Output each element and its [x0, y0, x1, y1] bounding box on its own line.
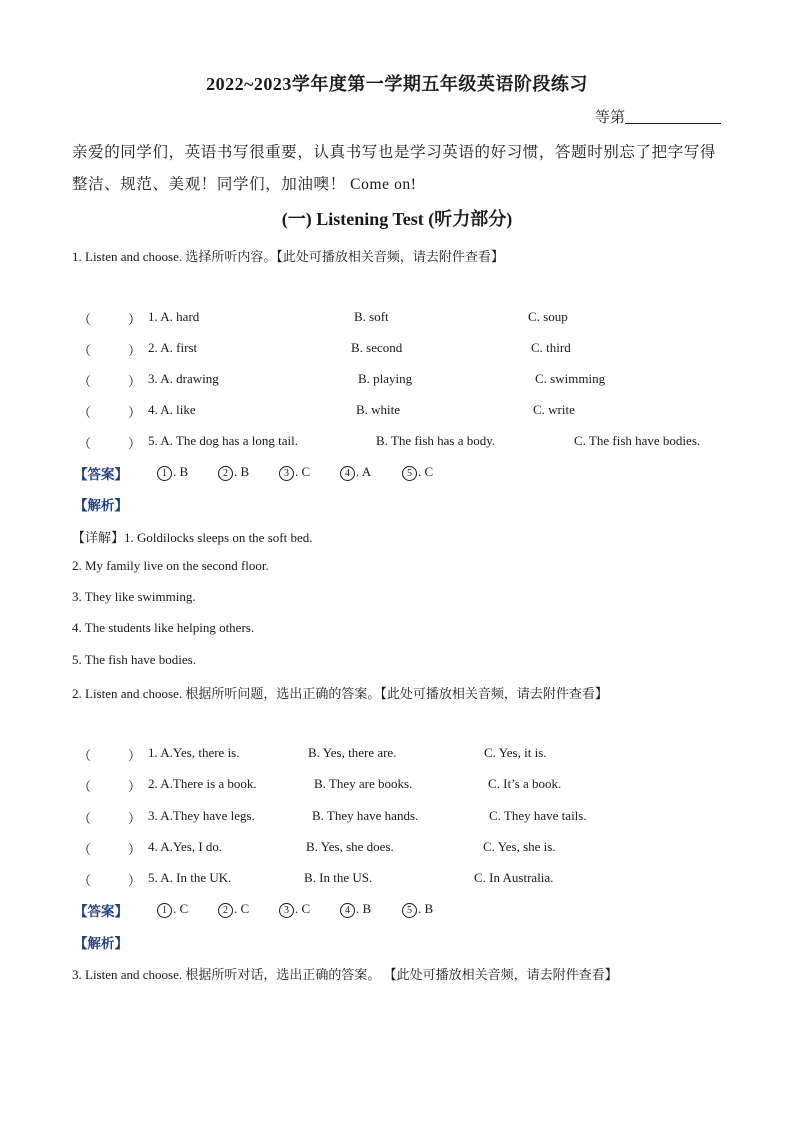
circled-number: 5 — [402, 903, 417, 918]
circled-number: 3 — [279, 466, 294, 481]
answer-value: . B — [234, 464, 250, 479]
option-a: 4. A.Yes, I do. — [148, 839, 223, 854]
option-b: B. soft — [354, 309, 389, 324]
answer-item — [402, 901, 433, 918]
circled-number: 4 — [340, 903, 355, 918]
answer-blank-open[interactable]: （ — [78, 811, 92, 826]
detail-line: 2. My family live on the second floor. — [72, 558, 269, 573]
q3-instruction: 3. Listen and choose. 根据所听对话，选出正确的答案。 【此处可播放相关音频，请去附件查看】 — [72, 967, 618, 982]
answer-value: . B — [418, 901, 434, 916]
q2-instruction: 2. Listen and choose. 根据所听问题，选出正确的答案。【此处可播放相关音频，请去附件查看】 — [72, 686, 608, 701]
answer-blank-open[interactable]: （ — [78, 343, 92, 358]
option-a: 5. A. The dog has a long tail. — [148, 433, 298, 448]
circled-number: 2 — [218, 903, 233, 918]
circled-number: 1 — [157, 903, 172, 918]
option-a: 3. A.They have legs. — [148, 808, 255, 823]
option-b: B. In the US. — [304, 870, 373, 885]
option-b: B. Yes, there are. — [308, 745, 397, 760]
answer-value: . B — [173, 464, 189, 479]
option-c: C. Yes, she is. — [483, 839, 556, 854]
answer-value: . B — [356, 901, 372, 916]
option-c: C. write — [533, 402, 575, 417]
answer-blank-close: ） — [128, 436, 142, 451]
option-c: C. third — [531, 340, 571, 355]
option-a: 2. A. first — [148, 340, 198, 355]
circled-number: 1 — [157, 466, 172, 481]
answer-tag: 【答案】 — [74, 467, 128, 482]
page-title: 2022~2023学年度第一学期五年级英语阶段练习 — [206, 74, 588, 94]
option-c: C. It’s a book. — [488, 776, 562, 791]
answer-blank-open[interactable]: （ — [78, 374, 92, 389]
option-b: B. The fish has a body. — [376, 433, 496, 448]
detail-line: 3. They like swimming. — [72, 589, 196, 604]
answer-item — [279, 901, 310, 918]
option-c: C. They have tails. — [489, 808, 587, 823]
intro-line-1: 亲爱的同学们，英语书写很重要，认真书写也是学习英语的好习惯，答题时别忘了把字写得 — [72, 144, 717, 161]
option-b: B. white — [356, 402, 401, 417]
answer-blank-close: ） — [128, 842, 142, 857]
answer-value: . C — [295, 464, 311, 479]
answer-blank-close: ） — [128, 779, 142, 794]
intro-line-2: 整洁、规范、美观！同学们，加油噢！ Come on! — [72, 176, 417, 193]
option-b: B. second — [351, 340, 403, 355]
answer-item — [157, 464, 188, 481]
answer-blank-close: ） — [128, 405, 142, 420]
analysis-tag: 【解析】 — [74, 498, 128, 513]
answer-item — [340, 464, 371, 481]
answer-tag: 【答案】 — [74, 904, 128, 919]
q1-instruction: 1. Listen and choose. 选择所听内容。【此处可播放相关音频，请去附件查看】 — [72, 249, 504, 264]
option-c: C. The fish have bodies. — [574, 433, 701, 448]
answer-item — [157, 901, 188, 918]
option-c: C. soup — [528, 309, 568, 324]
option-c: C. swimming — [535, 371, 606, 386]
answer-item — [340, 901, 371, 918]
answer-blank-close: ） — [128, 374, 142, 389]
grade-field — [595, 106, 721, 127]
option-a: 2. A.There is a book. — [148, 776, 257, 791]
answer-blank-close: ） — [128, 811, 142, 826]
grade-label: 等第 — [595, 110, 626, 126]
answer-blank-open[interactable]: （ — [78, 873, 92, 888]
option-c: C. In Australia. — [474, 870, 554, 885]
circled-number: 2 — [218, 466, 233, 481]
option-b: B. playing — [358, 371, 413, 386]
option-a: 1. A. hard — [148, 309, 200, 324]
detail-line: 4. The students like helping others. — [72, 620, 255, 635]
answer-value: . A — [356, 464, 372, 479]
answer-blank-open[interactable]: （ — [78, 779, 92, 794]
answer-blank-close: ） — [128, 312, 142, 327]
answer-blank-open[interactable]: （ — [78, 842, 92, 857]
answer-blank-close: ） — [128, 873, 142, 888]
answer-item — [279, 464, 310, 481]
answer-blank-open[interactable]: （ — [78, 748, 92, 763]
answer-value: . C — [295, 901, 311, 916]
answer-item — [218, 901, 249, 918]
analysis-tag: 【解析】 — [74, 936, 128, 951]
option-a: 5. A. In the UK. — [148, 870, 232, 885]
answer-value: . C — [173, 901, 189, 916]
answer-blank-close: ） — [128, 343, 142, 358]
answer-value: . C — [418, 464, 434, 479]
option-a: 3. A. drawing — [148, 371, 219, 386]
circled-number: 5 — [402, 466, 417, 481]
detail-line: 【详解】1. Goldilocks sleeps on the soft bed. — [72, 530, 313, 545]
option-b: B. They have hands. — [312, 808, 419, 823]
answer-item — [402, 464, 433, 481]
answer-value: . C — [234, 901, 250, 916]
answer-blank-open[interactable]: （ — [78, 312, 92, 327]
answer-blank-open[interactable]: （ — [78, 405, 92, 420]
option-b: B. They are books. — [314, 776, 413, 791]
answer-item — [218, 464, 249, 481]
detail-line: 5. The fish have bodies. — [72, 652, 196, 667]
circled-number: 4 — [340, 466, 355, 481]
circled-number: 3 — [279, 903, 294, 918]
section-title: (一) Listening Test (听力部分) — [281, 209, 513, 229]
option-a: 1. A.Yes, there is. — [148, 745, 240, 760]
option-b: B. Yes, she does. — [306, 839, 394, 854]
answer-blank-close: ） — [128, 748, 142, 763]
answer-blank-open[interactable]: （ — [78, 436, 92, 451]
option-c: C. Yes, it is. — [484, 745, 547, 760]
grade-blank[interactable] — [625, 109, 721, 124]
option-a: 4. A. like — [148, 402, 196, 417]
